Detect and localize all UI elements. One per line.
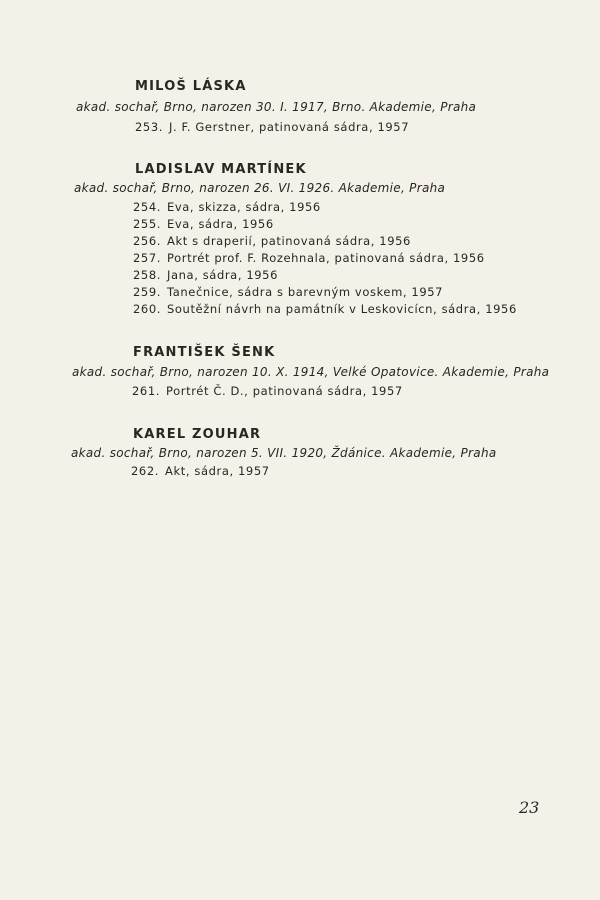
- work-number: 253.: [135, 120, 164, 134]
- work-number: 260.: [133, 302, 162, 316]
- artist-name: KAREL ZOUHAR: [133, 427, 262, 442]
- work-title: Akt, sádra, 1957: [165, 464, 270, 478]
- artist-bio: akad. sochař, Brno, narozen 10. X. 1914, Velké Opatovice. Akademie, Praha: [72, 365, 550, 379]
- artist-bio: akad. sochař, Brno, narozen 5. VII. 1920, Ždánice. Akademie, Praha: [71, 446, 497, 460]
- artist-name: FRANTIŠEK ŠENK: [133, 345, 276, 360]
- work-item: [132, 384, 403, 398]
- artist-bio: akad. sochař, Brno, narozen 30. I. 1917, Brno. Akademie, Praha: [76, 100, 477, 114]
- work-title: Akt s draperií, patinovaná sádra, 1956: [167, 234, 411, 248]
- work-number: 261.: [132, 384, 161, 398]
- work-item: [133, 302, 517, 316]
- work-title: Portrét Č. D., patinovaná sádra, 1957: [166, 384, 403, 398]
- work-title: Tanečnice, sádra s barevným voskem, 1957: [167, 285, 444, 299]
- work-number: 256.: [133, 234, 162, 248]
- work-item: [135, 120, 409, 134]
- work-title: Jana, sádra, 1956: [167, 268, 278, 282]
- work-item: [131, 464, 270, 478]
- artist-name: LADISLAV MARTÍNEK: [135, 162, 307, 177]
- work-item: [133, 268, 278, 282]
- work-title: Soutěžní návrh na památník v Leskovicícn, sádra, 1956: [167, 302, 517, 316]
- work-item: [133, 285, 443, 299]
- artist-name: MILOŠ LÁSKA: [135, 79, 247, 94]
- work-number: 259.: [133, 285, 162, 299]
- page-number: 23: [519, 798, 540, 817]
- work-title: Portrét prof. F. Rozehnala, patinovaná sádra, 1956: [167, 251, 485, 265]
- work-title: J. F. Gerstner, patinovaná sádra, 1957: [169, 120, 410, 134]
- work-item: [133, 200, 321, 214]
- work-title: Eva, sádra, 1956: [167, 217, 274, 231]
- work-title: Eva, skizza, sádra, 1956: [167, 200, 321, 214]
- work-number: 262.: [131, 464, 160, 478]
- work-number: 257.: [133, 251, 162, 265]
- work-number: 258.: [133, 268, 162, 282]
- work-item: [133, 234, 411, 248]
- work-item: [133, 251, 485, 265]
- work-number: 254.: [133, 200, 162, 214]
- artist-bio: akad. sochař, Brno, narozen 26. VI. 1926. Akademie, Praha: [74, 181, 446, 195]
- work-number: 255.: [133, 217, 162, 231]
- work-item: [133, 217, 274, 231]
